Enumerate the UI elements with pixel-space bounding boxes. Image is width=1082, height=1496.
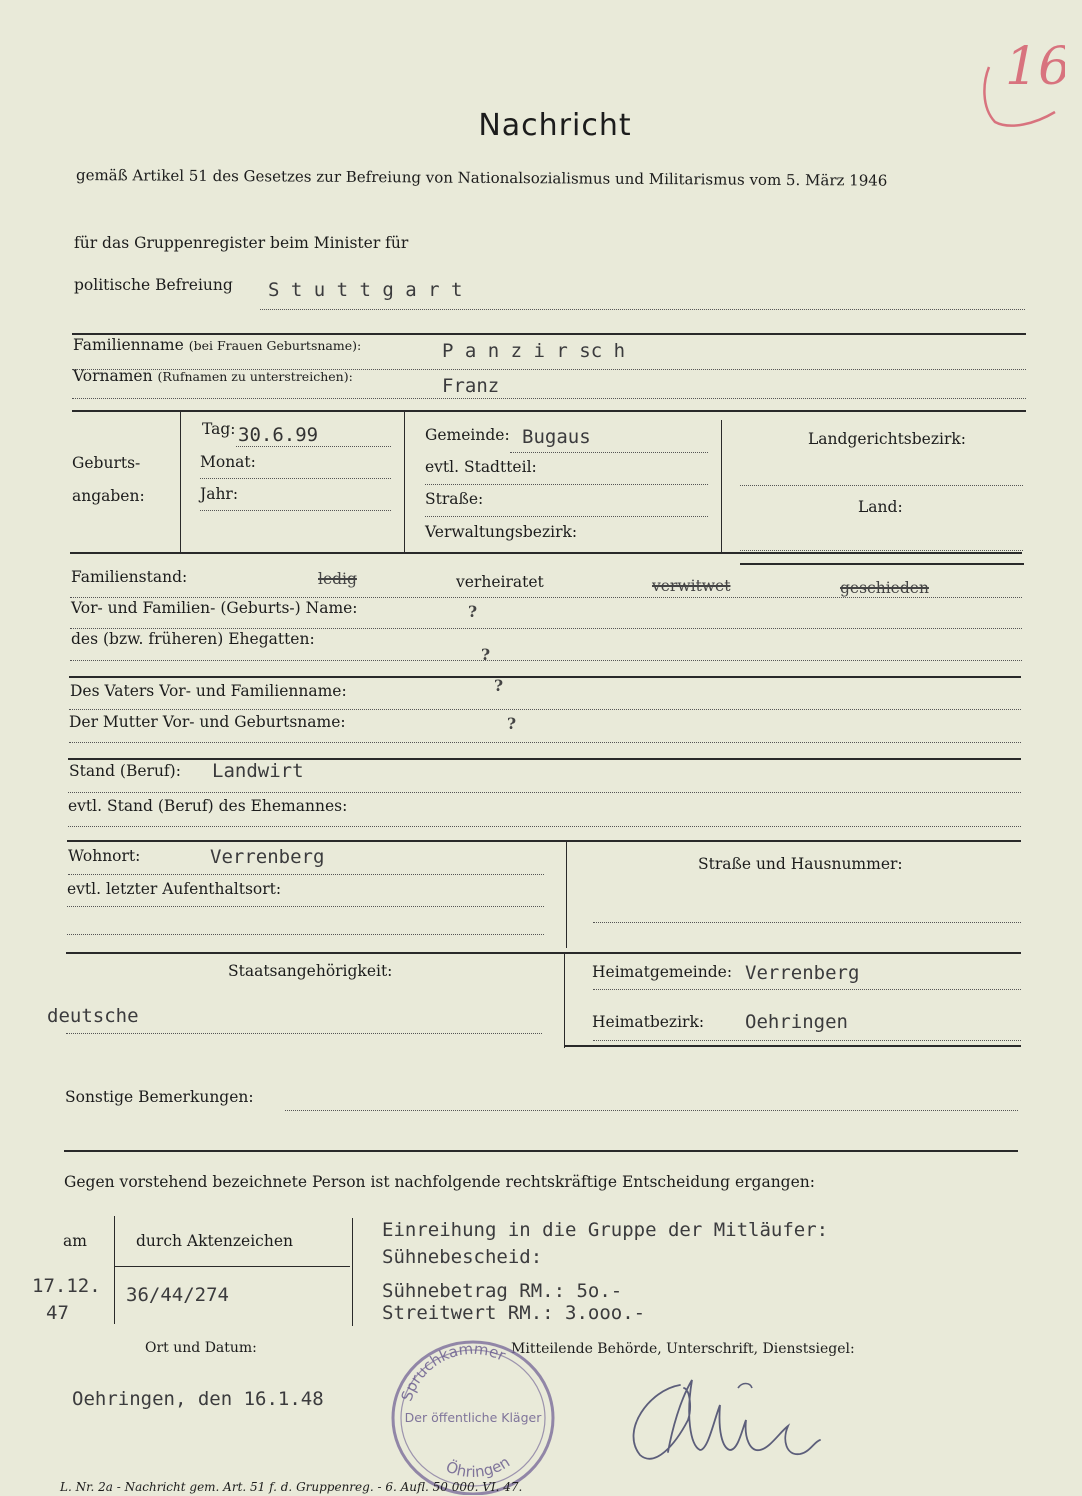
spouse-name-line <box>70 628 1022 629</box>
birth-municipality-value: Bugaus <box>522 426 591 448</box>
occupation-line <box>68 792 1021 793</box>
birth-district-line <box>425 484 708 485</box>
home-district-label: Heimatbezirk: <box>592 1013 705 1031</box>
decision-file-header: durch Aktenzeichen <box>136 1232 293 1250</box>
handwritten-signature <box>610 1360 850 1474</box>
citizenship-line <box>66 1033 542 1034</box>
occupation-label: Stand (Beruf): <box>69 762 181 780</box>
home-district-line <box>593 1040 1021 1041</box>
first-name-line <box>72 398 1026 399</box>
intro-liberation-label: politische Befreiung <box>74 276 233 294</box>
spouse-name-value: ? <box>468 602 478 621</box>
residence-column-divider <box>566 842 567 948</box>
place-date-value: Oehringen, den 16.1.48 <box>72 1388 324 1410</box>
residence-line <box>68 874 544 875</box>
decision-result-line-2: Sühnebescheid: <box>382 1246 543 1268</box>
marital-option-widowed: verwitwet <box>652 577 731 595</box>
birth-municipality-label: Gemeinde: <box>425 426 510 444</box>
birth-day-line <box>236 446 391 447</box>
decision-column-divider <box>352 1218 353 1326</box>
form-footer-reference: L. Nr. 2a - Nachricht gem. Art. 51 f. d. Gruppenreg. - 6. Aufl. 50 000. VI. 47. <box>60 1480 523 1494</box>
decision-date-value-2: 47 <box>46 1302 69 1324</box>
street-number-label: Straße und Hausnummer: <box>698 855 903 873</box>
spouse-prev-label: des (bzw. früheren) Ehegatten: <box>71 630 315 648</box>
birth-column-divider <box>404 412 405 554</box>
decision-column-divider <box>114 1216 115 1324</box>
decision-file-value: 36/44/274 <box>126 1284 229 1306</box>
father-name-value: ? <box>494 676 504 695</box>
section-divider <box>72 410 1026 412</box>
decision-date-header: am <box>63 1232 87 1250</box>
page-title: Nachricht <box>478 108 632 143</box>
decision-intro: Gegen vorstehend bezeichnete Person ist nachfolgende rechtskräftige Entscheidung ergangen: <box>64 1173 815 1191</box>
birth-admin-district-label: Verwaltungsbezirk: <box>425 523 578 541</box>
decision-date-value-1: 17.12. <box>32 1275 101 1297</box>
birth-day-label: Tag: <box>202 420 236 438</box>
home-municipality-label: Heimatgemeinde: <box>592 963 733 981</box>
father-name-label: Des Vaters Vor- und Familienname: <box>70 682 347 700</box>
last-residence-label: evtl. letzter Aufenthaltsort: <box>67 880 282 898</box>
first-name-value: Franz <box>442 375 500 397</box>
decision-result-line-4: Streitwert RM.: 3.ooo.- <box>382 1302 646 1324</box>
decision-header-line <box>114 1266 350 1267</box>
birth-municipality-line <box>510 452 708 453</box>
stamp-text-top: Spruchkammer <box>397 1339 509 1404</box>
section-divider <box>70 552 1022 554</box>
birth-year-line <box>200 510 391 511</box>
liberation-city-line <box>260 309 1025 310</box>
first-name-label: Vornamen (Rufnamen zu unterstreichen): <box>73 367 353 385</box>
section-divider <box>72 333 1026 335</box>
husband-occupation-line <box>68 826 1021 827</box>
birth-column-divider <box>721 420 722 552</box>
marital-option-divorced: geschieden <box>840 579 929 597</box>
section-divider <box>67 840 1021 842</box>
section-divider <box>69 676 1021 678</box>
section-divider <box>68 758 1021 760</box>
mother-name-line <box>69 742 1021 743</box>
birth-year-label: Jahr: <box>200 485 239 503</box>
marital-option-single: ledig <box>318 570 357 588</box>
street-number-line <box>593 922 1021 923</box>
spouse-name-label: Vor- und Familien- (Geburts-) Name: <box>71 599 358 617</box>
last-residence-line-2 <box>67 934 544 935</box>
svg-text:Spruchkammer <box>398 1340 509 1404</box>
home-district-value: Oehringen <box>745 1011 848 1033</box>
stamp-text-middle: Der öffentliche Kläger <box>404 1410 542 1425</box>
remarks-label: Sonstige Bemerkungen: <box>65 1088 254 1106</box>
birth-street-line <box>425 516 708 517</box>
birth-column-divider <box>180 412 181 552</box>
decision-result-line-1: Einreihung in die Gruppe der Mitläufer: <box>382 1219 829 1241</box>
occupation-value: Landwirt <box>212 760 304 782</box>
citizenship-value: deutsche <box>47 1005 139 1027</box>
section-divider <box>565 1045 1021 1047</box>
mother-name-value: ? <box>507 714 517 733</box>
family-name-value: P a n z i r sc h <box>442 340 626 362</box>
spouse-prev-value: ? <box>481 645 491 664</box>
court-district-label: Landgerichtsbezirk: <box>808 430 966 448</box>
home-municipality-value: Verrenberg <box>745 962 860 984</box>
residence-label: Wohnort: <box>68 847 141 865</box>
last-residence-line <box>67 906 544 907</box>
section-divider <box>66 952 1021 954</box>
country-label: Land: <box>858 498 903 516</box>
birth-day-value: 30.6.99 <box>238 424 319 446</box>
official-seal-stamp <box>385 1330 560 1496</box>
liberation-city-value: S t u t t g a r t <box>268 279 463 301</box>
intro-register-line: für das Gruppenregister beim Minister für <box>74 234 409 252</box>
remarks-line <box>285 1110 1018 1111</box>
country-line <box>740 550 1023 551</box>
marital-option-married: verheiratet <box>456 573 544 591</box>
father-name-line <box>69 709 1021 710</box>
birth-district-label: evtl. Stadtteil: <box>425 458 537 476</box>
section-divider <box>64 1150 1018 1152</box>
svg-text:Öhringen <box>443 1453 513 1481</box>
birth-section-label-2: angaben: <box>72 487 145 505</box>
birth-section-label-1: Geburts- <box>72 454 141 472</box>
court-district-line <box>740 485 1023 486</box>
residence-value: Verrenberg <box>210 846 325 868</box>
intro-law-reference: gemäß Artikel 51 des Gesetzes zur Befreiung von Nationalsozialismus und Militarismus vom 5. März 1946 <box>75 166 888 190</box>
decision-result-line-3: Sühnebetrag RM.: 5o.- <box>382 1280 623 1302</box>
citizenship-column-divider <box>564 954 565 1048</box>
authority-label: Mitteilende Behörde, Unterschrift, Dienstsiegel: <box>511 1341 855 1357</box>
corner-mark-text: 16 <box>1005 37 1065 97</box>
marital-status-label: Familienstand: <box>71 568 188 586</box>
family-name-label: Familienname (bei Frauen Geburtsname): <box>73 336 362 354</box>
spouse-prev-line <box>70 660 1022 661</box>
birth-month-line <box>200 478 391 479</box>
birth-street-label: Straße: <box>425 490 484 508</box>
mother-name-label: Der Mutter Vor- und Geburtsname: <box>69 713 346 731</box>
section-divider <box>740 563 1024 565</box>
husband-occupation-label: evtl. Stand (Beruf) des Ehemannes: <box>68 797 348 815</box>
marital-line <box>70 597 1022 598</box>
citizenship-label: Staatsangehörigkeit: <box>228 962 393 980</box>
home-municipality-line <box>593 989 1021 990</box>
place-date-label: Ort und Datum: <box>145 1340 257 1356</box>
birth-month-label: Monat: <box>200 453 256 471</box>
stamp-text-bottom: Öhringen <box>443 1452 514 1482</box>
